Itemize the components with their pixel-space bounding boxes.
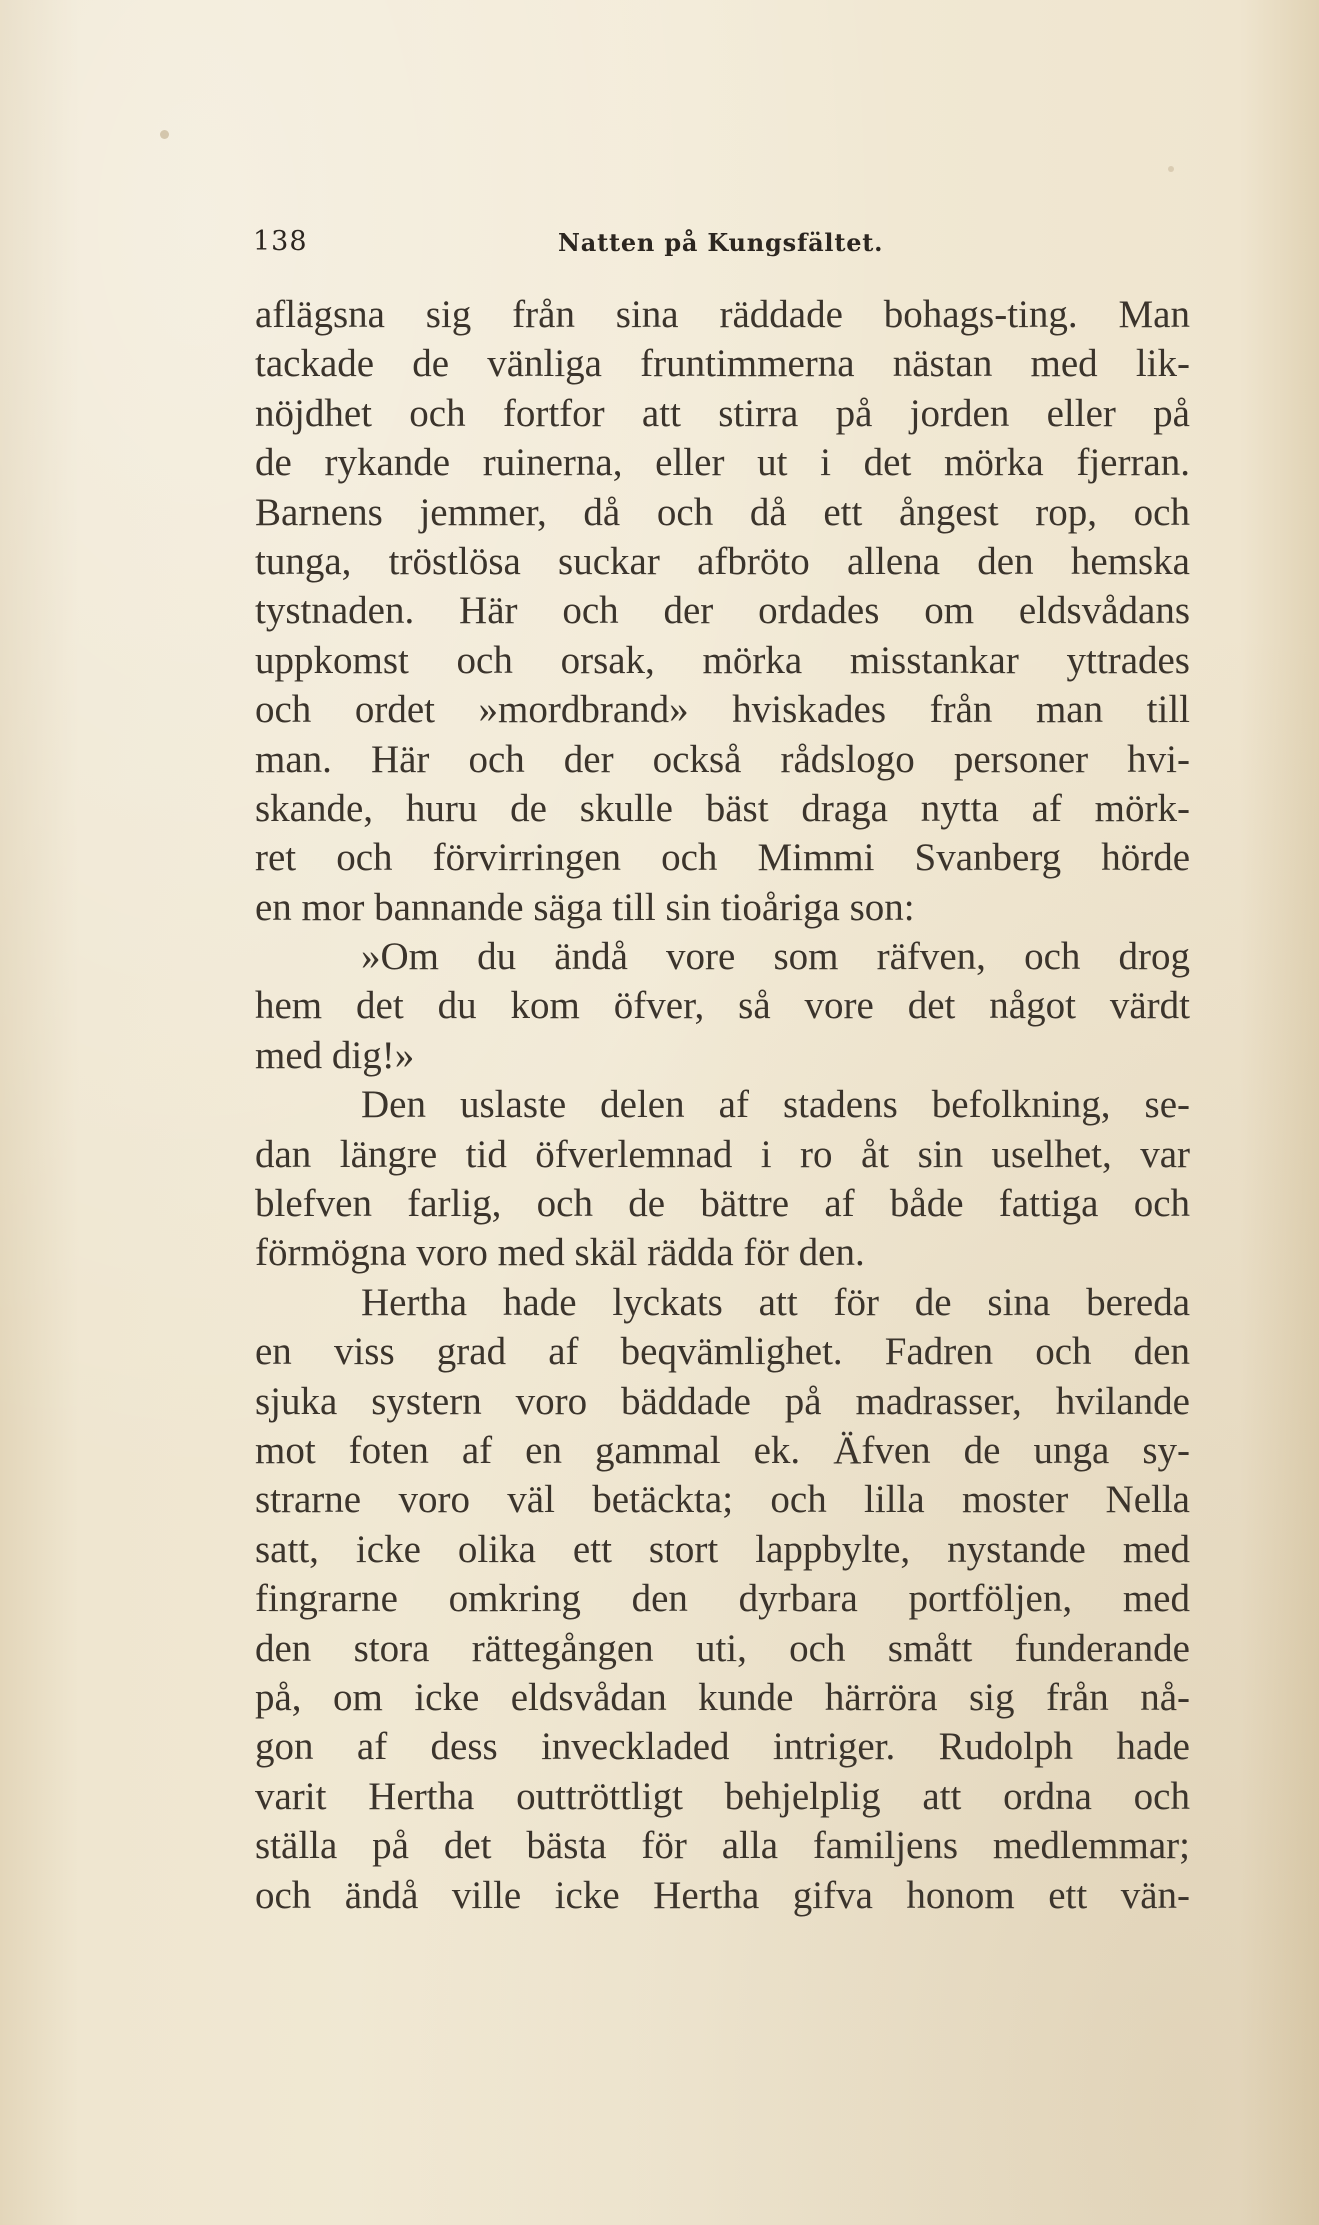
text-line: man. Här och der också rådslogo personer hvi-	[255, 737, 1190, 781]
page-number: 138	[253, 226, 308, 257]
text-line: och ändå ville icke Hertha gifva honom ett vän-	[255, 1873, 1190, 1917]
text-line: och ordet »mordbrand» hviskades från man till	[255, 688, 1190, 732]
text-line: blefven farlig, och de bättre af både fattiga och	[255, 1182, 1190, 1226]
text-line: en mor bannande säga till sin tioåriga son:	[255, 885, 915, 929]
text-line: de rykande ruinerna, eller ut i det mörka fjerran.	[255, 441, 1190, 485]
text-line: sjuka systern voro bäddade på madrasser, hvilande	[255, 1379, 1190, 1423]
text-line: Hertha hade lyckats att för de sina bereda	[361, 1280, 1190, 1324]
text-line: tunga, tröstlösa suckar afbröto allena den hemska	[255, 539, 1190, 583]
text-line: strarne voro väl betäckta; och lilla moster Nella	[255, 1478, 1190, 1522]
text-line: med dig!»	[255, 1033, 415, 1077]
body-text	[255, 290, 1190, 1920]
text-line: tystnaden. Här och der ordades om eldsvådans	[255, 589, 1190, 633]
text-line: gon af dess inveckladed intriger. Rudolph hade	[255, 1725, 1190, 1769]
text-line: på, om icke eldsvådan kunde härröra sig från nå-	[255, 1675, 1190, 1719]
page-header	[253, 226, 1189, 266]
text-line: varit Hertha outtröttligt behjelplig att ordna och	[255, 1774, 1190, 1818]
text-line: hem det du kom öfver, så vore det något värdt	[255, 984, 1190, 1028]
text-line: Barnens jemmer, då och då ett ångest rop, och	[255, 490, 1190, 534]
text-line: aflägsna sig från sina räddade bohags-ting. Man	[255, 293, 1190, 336]
text-line: ret och förvirringen och Mimmi Svanberg hörde	[255, 836, 1190, 880]
text-line: uppkomst och orsak, mörka misstankar yttrades	[255, 638, 1190, 682]
paper-stain	[1168, 166, 1174, 172]
text-line: skande, huru de skulle bäst draga nytta af mörk-	[255, 786, 1190, 830]
text-line: mot foten af en gammal ek. Äfven de unga sy-	[255, 1428, 1190, 1472]
text-line: ställa på det bästa för alla familjens medlemmar;	[255, 1824, 1190, 1868]
paper-stain	[160, 130, 169, 139]
text-line: Den uslaste delen af stadens befolkning, se-	[361, 1083, 1190, 1127]
running-title: Natten på Kungsfältet.	[558, 228, 884, 257]
text-line: den stora rättegången uti, och smått funderande	[255, 1626, 1190, 1670]
text-line: nöjdhet och fortfor att stirra på jorden eller på	[255, 391, 1190, 435]
text-line: tackade de vänliga fruntimmerna nästan med lik-	[255, 342, 1190, 386]
text-line: förmögna voro med skäl rädda för den.	[255, 1231, 865, 1275]
text-line: satt, icke olika ett stort lappbylte, nystande med	[255, 1527, 1190, 1571]
text-line: fingrarne omkring den dyrbara portföljen, med	[255, 1577, 1190, 1621]
text-line: en viss grad af beqvämlighet. Fadren och den	[255, 1330, 1190, 1374]
text-line: dan längre tid öfverlemnad i ro åt sin uselhet, var	[255, 1132, 1190, 1176]
text-line: »Om du ändå vore som räfven, och drog	[361, 935, 1190, 979]
